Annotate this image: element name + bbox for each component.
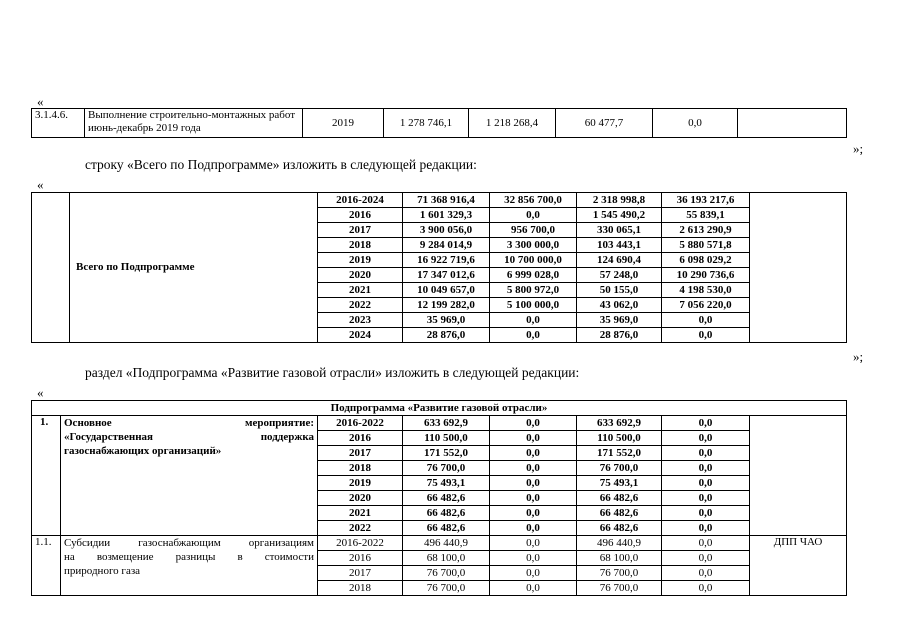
year-cell: 2017 [318,223,403,238]
value-2: 32 856 700,0 [490,193,577,208]
value-4: 0,0 [662,461,750,476]
value-2: 0,0 [490,476,577,491]
value-total: 66 482,6 [403,506,490,521]
measure-value-total: 1 278 746,1 [384,109,469,138]
value-total: 76 700,0 [403,581,490,596]
value-total: 9 284 014,9 [403,238,490,253]
value-3: 75 493,1 [577,476,662,491]
value-2: 0,0 [490,328,577,343]
value-3: 50 155,0 [577,283,662,298]
value-4: 0,0 [662,536,750,551]
value-4: 5 880 571,8 [662,238,750,253]
year-cell: 2016 [318,551,403,566]
value-total: 12 199 282,0 [403,298,490,313]
year-cell: 2016-2022 [318,416,403,431]
item-index: 1.1. [32,536,61,596]
measure-value-4: 0,0 [653,109,738,138]
value-total: 28 876,0 [403,328,490,343]
description-line: Субсидии газоснабжающим организациям [64,537,314,549]
value-total: 75 493,1 [403,476,490,491]
value-total: 68 100,0 [403,551,490,566]
year-cell: 2019 [318,253,403,268]
value-4: 7 056 220,0 [662,298,750,313]
value-4: 0,0 [662,328,750,343]
empty-executor-cell [750,416,847,536]
table-row [32,536,847,551]
value-3: 66 482,6 [577,506,662,521]
description-line: природного газа [64,565,141,577]
item-index: 1. [32,416,61,536]
table-measure-3-1-4-6 [31,108,847,138]
value-4: 0,0 [662,566,750,581]
table-row [32,193,847,208]
item-description [61,416,318,536]
table-row [32,401,847,416]
year-cell: 2016-2024 [318,193,403,208]
value-2: 3 300 000,0 [490,238,577,253]
opening-quote-2: « [37,177,44,192]
year-cell: 2018 [318,461,403,476]
value-3: 28 876,0 [577,328,662,343]
measure-code: 3.1.4.6. [32,109,85,138]
year-cell: 2019 [318,476,403,491]
value-3: 330 065,1 [577,223,662,238]
value-2: 0,0 [490,506,577,521]
value-total: 35 969,0 [403,313,490,328]
table-row [32,416,847,431]
empty-executor-cell [750,193,847,343]
value-2: 6 999 028,0 [490,268,577,283]
value-4: 4 198 530,0 [662,283,750,298]
value-3: 1 545 490,2 [577,208,662,223]
value-total: 76 700,0 [403,566,490,581]
empty-index-cell [32,193,70,343]
year-cell: 2021 [318,283,403,298]
year-cell: 2024 [318,328,403,343]
value-2: 10 700 000,0 [490,253,577,268]
value-4: 0,0 [662,446,750,461]
value-4: 0,0 [662,521,750,536]
value-2: 0,0 [490,461,577,476]
paragraph-total-row: строку «Всего по Подпрограмме» изложить в следующей редакции: [85,157,477,172]
table-gas-subprogram [31,400,847,596]
value-total: 1 601 329,3 [403,208,490,223]
value-4: 2 613 290,9 [662,223,750,238]
value-3: 76 700,0 [577,566,662,581]
value-3: 76 700,0 [577,461,662,476]
measure-year: 2019 [303,109,384,138]
year-cell: 2021 [318,506,403,521]
description-line: «Государственная поддержка [64,431,314,443]
value-total: 496 440,9 [403,536,490,551]
value-3: 2 318 998,8 [577,193,662,208]
value-2: 0,0 [490,581,577,596]
value-4: 0,0 [662,491,750,506]
value-4: 0,0 [662,581,750,596]
value-2: 0,0 [490,446,577,461]
value-total: 76 700,0 [403,461,490,476]
description-line: Основное мероприятие: [64,417,314,429]
value-3: 633 692,9 [577,416,662,431]
value-4: 36 193 217,6 [662,193,750,208]
measure-value-3: 60 477,7 [556,109,653,138]
value-4: 0,0 [662,431,750,446]
year-cell: 2016 [318,431,403,446]
value-2: 0,0 [490,208,577,223]
year-cell: 2018 [318,581,403,596]
value-2: 0,0 [490,313,577,328]
year-cell: 2022 [318,521,403,536]
paragraph-gas-section: раздел «Подпрограмма «Развитие газовой отрасли» изложить в следующей редакции: [85,365,580,380]
opening-quote-1: « [37,94,44,109]
measure-name: Выполнение строительно-монтажных работ июнь-декабрь 2019 года [85,109,303,138]
value-2: 0,0 [490,551,577,566]
value-total: 16 922 719,6 [403,253,490,268]
value-4: 55 839,1 [662,208,750,223]
table-subprogram-total [31,192,847,343]
year-cell: 2017 [318,566,403,581]
value-2: 956 700,0 [490,223,577,238]
year-cell: 2017 [318,446,403,461]
opening-quote-3: « [37,385,44,400]
value-3: 68 100,0 [577,551,662,566]
value-4: 10 290 736,6 [662,268,750,283]
value-3: 76 700,0 [577,581,662,596]
value-total: 171 552,0 [403,446,490,461]
value-4: 0,0 [662,416,750,431]
value-total: 66 482,6 [403,521,490,536]
value-2: 5 100 000,0 [490,298,577,313]
item-description [61,536,318,596]
value-3: 124 690,4 [577,253,662,268]
measure-value-5 [738,109,847,138]
year-cell: 2016-2022 [318,536,403,551]
value-4: 0,0 [662,551,750,566]
value-2: 0,0 [490,491,577,506]
value-3: 110 500,0 [577,431,662,446]
value-total: 71 368 916,4 [403,193,490,208]
total-label: Всего по Подпрограмме [70,193,318,343]
value-2: 0,0 [490,416,577,431]
value-4: 6 098 029,2 [662,253,750,268]
year-cell: 2020 [318,268,403,283]
value-2: 0,0 [490,566,577,581]
value-2: 0,0 [490,431,577,446]
value-total: 66 482,6 [403,491,490,506]
value-3: 57 248,0 [577,268,662,283]
value-3: 43 062,0 [577,298,662,313]
value-2: 5 800 972,0 [490,283,577,298]
year-cell: 2022 [318,298,403,313]
value-total: 17 347 012,6 [403,268,490,283]
value-total: 3 900 056,0 [403,223,490,238]
value-3: 103 443,1 [577,238,662,253]
closing-quote-1: »; [853,141,864,156]
year-cell: 2020 [318,491,403,506]
value-total: 633 692,9 [403,416,490,431]
measure-value-2: 1 218 268,4 [469,109,556,138]
value-3: 171 552,0 [577,446,662,461]
year-cell: 2016 [318,208,403,223]
value-2: 0,0 [490,521,577,536]
value-4: 0,0 [662,313,750,328]
value-3: 496 440,9 [577,536,662,551]
value-total: 110 500,0 [403,431,490,446]
table-row [32,109,847,138]
value-3: 66 482,6 [577,491,662,506]
value-4: 0,0 [662,506,750,521]
value-2: 0,0 [490,536,577,551]
value-total: 10 049 657,0 [403,283,490,298]
subprogram-title: Подпрограмма «Развитие газовой отрасли» [32,401,847,416]
closing-quote-2: »; [853,349,864,364]
description-line: газоснабжающих организаций» [64,445,222,457]
description-line: на возмещение разницы в стоимости [64,551,314,563]
value-4: 0,0 [662,476,750,491]
value-3: 35 969,0 [577,313,662,328]
executor-cell: ДПП ЧАО [750,536,847,596]
value-3: 66 482,6 [577,521,662,536]
year-cell: 2018 [318,238,403,253]
year-cell: 2023 [318,313,403,328]
